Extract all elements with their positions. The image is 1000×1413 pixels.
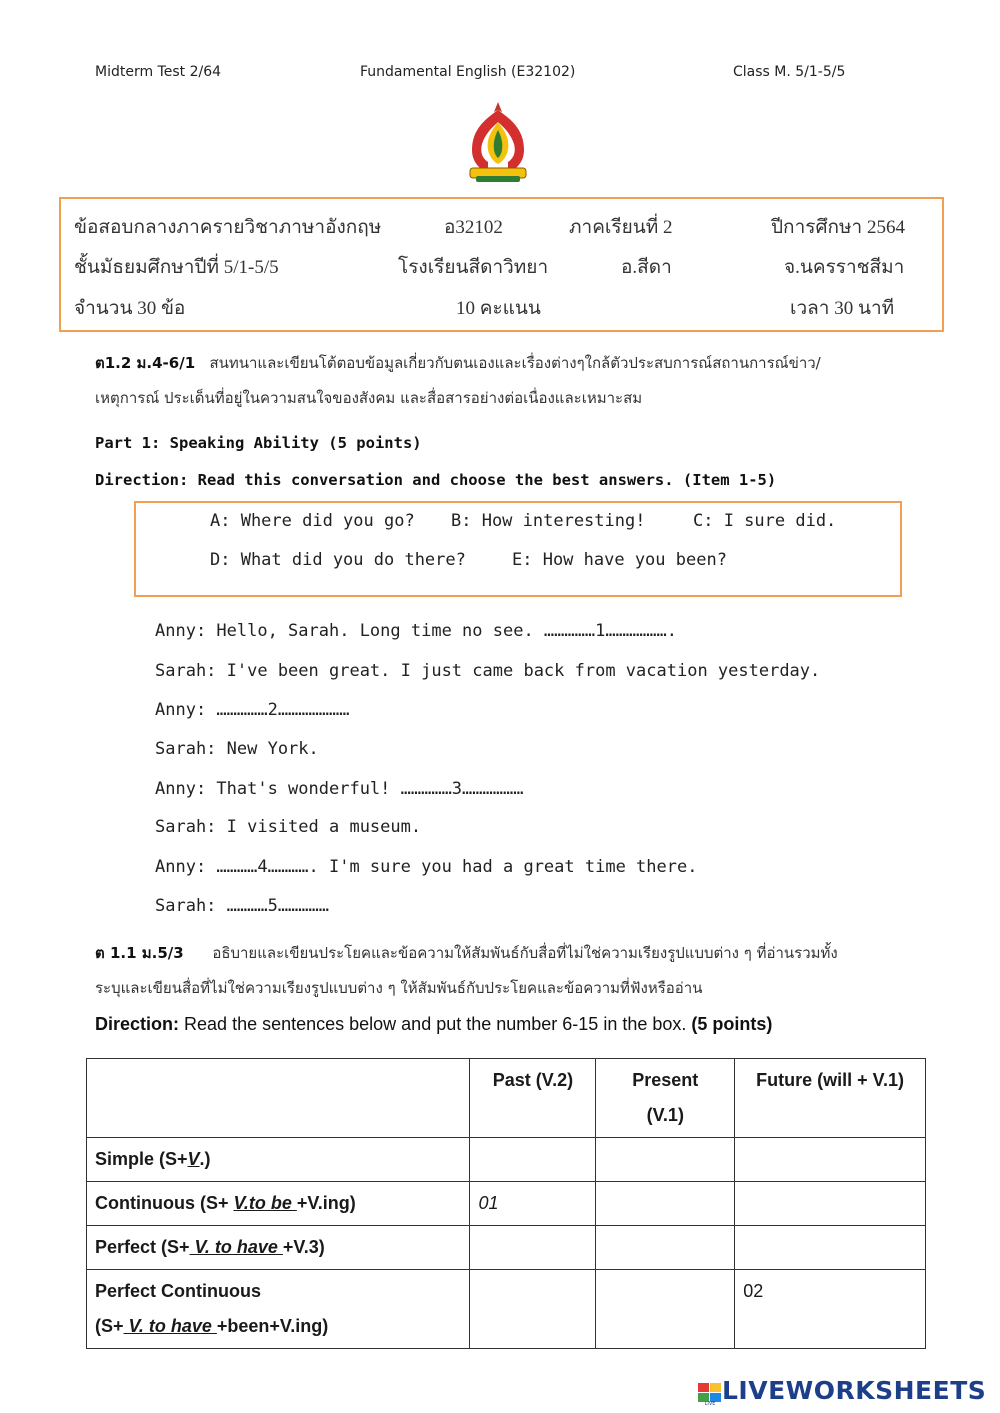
header-left: Midterm Test 2/64 [95,64,222,80]
table-row [87,1182,926,1226]
col-past-header: Past (V.2) [470,1059,596,1138]
answer-box[interactable] [470,1226,596,1270]
row-simple-label: Simple (S+V.) [87,1138,470,1182]
liveworksheets-logo-icon [698,1376,722,1410]
answer-box[interactable] [735,1138,926,1182]
part-2-direction [95,1014,772,1035]
indicator-2-code: ต 1.1 ม.5/3 [95,944,184,962]
col-present-form: (V.1) [646,1105,684,1125]
indicator-2-line-1 [95,941,838,965]
header-center: Fundamental English (E32102) [360,64,576,80]
liveworksheets-brand[interactable]: LIVEWORKSHEETS [722,1376,987,1405]
answer-box[interactable] [596,1226,735,1270]
row-perfect-continuous-label: Perfect Continuous (S+ V. to have +been+V.ing) [87,1270,470,1349]
logo-badge-text: LIVE [704,1401,716,1407]
part-1-title: Part 1: Speaking Ability (5 points) [95,434,422,452]
answer-box[interactable] [470,1138,596,1182]
dialogue-line: Sarah: New York. [155,739,319,759]
info-subject: ข้อสอบกลางภาครายวิชาภาษาอังกฤษ [74,217,382,238]
dialogue-line: Anny: That's wonderful! ……………3……………… [155,779,524,799]
info-semester: ภาคเรียนที่ 2 [569,217,673,238]
col-present-header [596,1059,735,1138]
choice-a: A: Where did you go? [210,511,415,531]
answer-box[interactable] [735,1182,926,1226]
info-school: โรงเรียนสีดาวิทยา [398,257,549,278]
answer-box[interactable] [470,1270,596,1349]
answer-box[interactable] [596,1182,735,1226]
info-year: ปีการศึกษา 2564 [771,217,905,238]
info-time: เวลา 30 นาที [790,298,895,319]
info-province: จ.นครราชสีมา [784,257,905,278]
table-corner-cell [87,1059,470,1138]
part-1-direction: Direction: Read this conversation and choose the best answers. (Item 1-5) [95,471,777,489]
info-district: อ.สีดา [621,257,672,278]
choice-c: C: I sure did. [693,511,837,531]
col-future-header: Future (will + V.1) [735,1059,926,1138]
info-grade: ชั้นมัธยมศึกษาปีที่ 5/1-5/5 [74,257,279,278]
answer-box[interactable]: 02 [735,1270,926,1349]
part-2-direction-label: Direction: [95,1014,180,1034]
answer-box[interactable] [735,1226,926,1270]
dialogue-line: Anny: ……………2………………… [155,700,350,720]
info-code: อ32102 [444,217,503,238]
indicator-1-line-2: เหตุการณ์ ประเด็นที่อยู่ในความสนใจของสังคม และสื่อสารอย่างต่อเนื่องและเหมาะสม [95,389,643,407]
dialogue-line: Anny: Hello, Sarah. Long time no see. ……………1………………. [155,621,677,641]
dialogue-line: Sarah: …………5…………… [155,896,329,916]
indicator-2-text-1: อธิบายและเขียนประโยคและข้อความให้สัมพันธ์กับสื่อที่ไม่ใช่ความเรียงรูปแบบต่าง ๆ ที่อ่านรวมทั้ง [212,944,838,962]
choice-e: E: How have you been? [512,550,727,570]
choice-b: B: How interesting! [451,511,646,531]
indicator-1-text-1: สนทนาและเขียนโต้ตอบข้อมูลเกี่ยวกับตนเองและเรื่องต่างๆใกล้ตัวประสบการณ์สถานการณ์ข่าว/ [209,354,821,372]
indicator-2-line-2: ระบุและเขียนสื่อที่ไม่ใช่ความเรียงรูปแบบต่าง ๆ ให้สัมพันธ์กับประโยคและข้อความที่ฟังหรืออ่าน [95,979,703,997]
indicator-1-code: ต1.2 ม.4-6/1 [95,354,196,372]
answer-box[interactable] [596,1138,735,1182]
choice-d: D: What did you do there? [210,550,466,570]
header-right: Class M. 5/1-5/5 [733,64,846,80]
indicator-1-line-1 [95,351,821,375]
row-perfect-label: Perfect (S+ V. to have +V.3) [87,1226,470,1270]
info-score: 10 คะแนน [456,298,541,319]
answer-box[interactable] [596,1270,735,1349]
info-items: จำนวน 30 ข้อ [74,298,186,319]
dialogue-line: Sarah: I visited a museum. [155,817,422,837]
dialogue-line: Anny: …………4…………. I'm sure you had a great time there. [155,857,698,877]
part-2-direction-text: Read the sentences below and put the number 6-15 in the box. [184,1014,687,1034]
table-row [87,1138,926,1182]
school-logo-icon [462,100,534,186]
dialogue-line: Sarah: I've been great. I just came back from vacation yesterday. [155,661,821,681]
row-continuous-label: Continuous (S+ V.to be +V.ing) [87,1182,470,1226]
table-header-row [87,1059,926,1138]
part-2-points: (5 points) [691,1014,773,1034]
col-present-label: Present [632,1070,699,1090]
table-row [87,1226,926,1270]
answer-box[interactable]: 01 [470,1182,596,1226]
tense-table [86,1058,926,1349]
table-row [87,1270,926,1349]
